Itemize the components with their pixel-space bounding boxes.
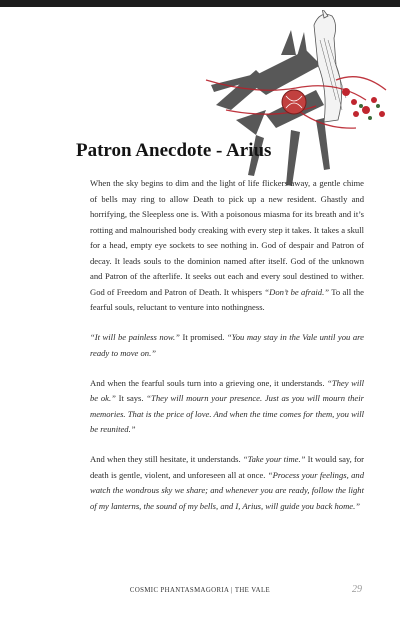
text-segment: To all the fearful souls, reluctant to venture into nothingness. bbox=[90, 286, 364, 312]
arius-creature-illustration bbox=[196, 10, 400, 190]
paragraph-3 bbox=[90, 376, 364, 438]
paragraph-1 bbox=[90, 176, 364, 316]
quote-segment: “They will be ok.” bbox=[90, 377, 364, 403]
text-segment: When the sky begins to dim and the light of life flickers away, a gentle chime of bells may ring to allow Death to pick up a new resident. Ghastly and horrifying, the Sleepless one is. With a poisonous miasma for its breath and it’s rotting and malnourished body creaking with every step it takes. It takes a skull for a head, empty eye sockets to see nothing in. God of despair and Patron of decay. It leads souls to the dominion named after itself. God of the unknown and Patron of the afterlife. It seeks out each and every soul destined to wither. God of Freedom and Patron of Death. It whispers bbox=[90, 178, 364, 297]
page-number: 29 bbox=[352, 584, 362, 595]
quote-segment: “They will mourn your presence. Just as you will mourn their memories. That is the price of love. And when the time comes for them, you will be reunited.” bbox=[90, 393, 364, 434]
text-segment: It promised. bbox=[179, 332, 227, 342]
running-footer: COSMIC PHANTASMAGORIA | THE VALE bbox=[129, 587, 271, 594]
quote-segment: “Process your feelings, and watch the wondrous sky we share; and whenever you are ready, follow the light of my lanterns, the sound of my bells, and I, Arius, will guide you back home.” bbox=[90, 469, 364, 511]
page-title: Patron Anecdote - Arius bbox=[76, 140, 272, 161]
quote-segment: “Take your time.” bbox=[242, 454, 306, 464]
text-segment: And when the fearful souls turn into a grieving one, it understands. bbox=[90, 377, 328, 388]
anecdote-text bbox=[90, 176, 364, 529]
text-segment: It would say, for death is gentle, violent, and unforeseen all at once. bbox=[90, 454, 364, 480]
quote-segment: “It will be painless now.” bbox=[90, 332, 180, 342]
text-segment: And when they still hesitate, it understands. bbox=[90, 454, 243, 464]
quote-segment: “You may stay in the Vale until you are ready to move on.” bbox=[90, 332, 364, 358]
paragraph-2 bbox=[90, 330, 364, 361]
quote-segment: “Don’t be afraid.” bbox=[264, 286, 329, 297]
top-border-bar bbox=[0, 0, 400, 7]
paragraph-4 bbox=[90, 452, 364, 514]
text-segment: It says. bbox=[115, 393, 147, 403]
